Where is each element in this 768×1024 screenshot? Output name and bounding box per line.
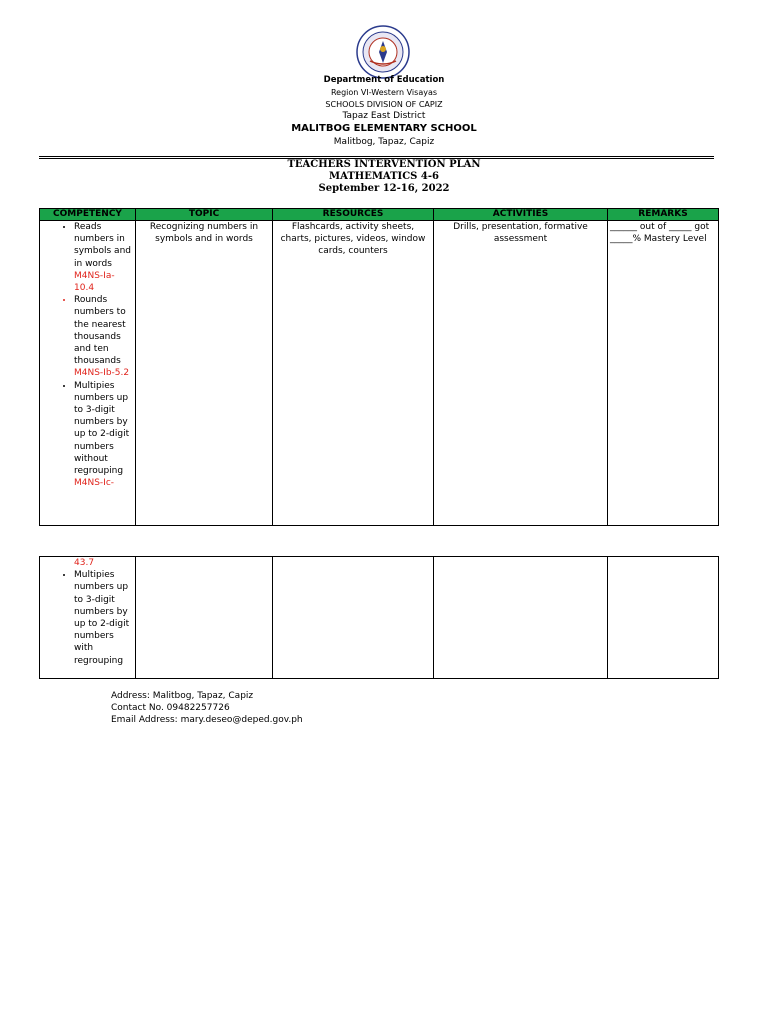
competency-text: Rounds numbers to the nearest thousands and ten thousands — [74, 295, 126, 367]
competency-list — [42, 221, 133, 489]
header-activities: ACTIVITIES — [434, 209, 608, 221]
department-name: Department of Education — [323, 75, 445, 85]
header-remarks: REMARKS — [608, 209, 719, 221]
header-divider — [39, 156, 714, 157]
competency-item — [74, 294, 133, 379]
competency-text: Reads numbers in symbols and in words — [74, 222, 131, 269]
competency-list — [42, 557, 133, 569]
competency-text: Multipies numbers up to 3-digit numbers by up to 2-digit numbers with regrouping — [74, 570, 130, 666]
competency-item — [74, 569, 133, 667]
competency-item — [74, 380, 133, 490]
school-address: Malitbog, Tapaz, Capiz — [333, 137, 435, 147]
remarks-cell — [608, 557, 719, 679]
topic-cell — [136, 557, 273, 679]
table-row — [40, 557, 719, 679]
competency-code: M4NS-Ib-5.2 — [74, 368, 130, 379]
competency-cell — [40, 557, 136, 679]
competency-text: Multipies numbers up to 3-digit numbers by up to 2-digit numbers without regrouping — [74, 380, 130, 477]
deped-seal-logo — [356, 25, 410, 79]
competency-code-continued: 43.7 — [74, 558, 95, 568]
school-name: MALITBOG ELEMENTARY SCHOOL — [291, 123, 477, 134]
competency-item — [74, 221, 133, 294]
competency-cell — [40, 221, 136, 526]
activities-cell — [434, 557, 608, 679]
footer-email: Email Address: mary.deseo@deped.gov.ph — [111, 715, 303, 725]
competency-code: M4NS-Ia-10.4 — [74, 270, 115, 294]
region-name: Region VI-Western Visayas — [330, 88, 438, 97]
header-topic: TOPIC — [136, 209, 273, 221]
resources-cell — [273, 557, 434, 679]
intervention-table-continued — [39, 556, 719, 679]
district-name: Tapaz East District — [342, 111, 426, 121]
footer-address: Address: Malitbog, Tapaz, Capiz — [111, 691, 254, 701]
activities-cell: Drills, presentation, formative assessment — [434, 221, 608, 526]
competency-code: M4NS-Ic- — [74, 478, 115, 489]
topic-cell: Recognizing numbers in symbols and in words — [136, 221, 273, 526]
table-header-row — [40, 209, 719, 221]
plan-subject: MATHEMATICS 4-6 — [329, 171, 439, 182]
remarks-cell: ______ out of _____ got _____% Mastery Level — [608, 221, 719, 526]
plan-title: TEACHERS INTERVENTION PLAN — [287, 159, 481, 170]
header-competency: COMPETENCY — [40, 209, 136, 221]
division-name: SCHOOLS DIVISION OF CAPIZ — [325, 100, 443, 109]
table-row — [40, 221, 719, 526]
header-resources: RESOURCES — [273, 209, 434, 221]
intervention-table — [39, 208, 719, 526]
footer-contact: Contact No. 09482257726 — [111, 703, 230, 713]
resources-cell: Flashcards, activity sheets, charts, pictures, videos, window cards, counters — [273, 221, 434, 526]
competency-list — [42, 569, 133, 667]
plan-date: September 12-16, 2022 — [318, 183, 450, 194]
